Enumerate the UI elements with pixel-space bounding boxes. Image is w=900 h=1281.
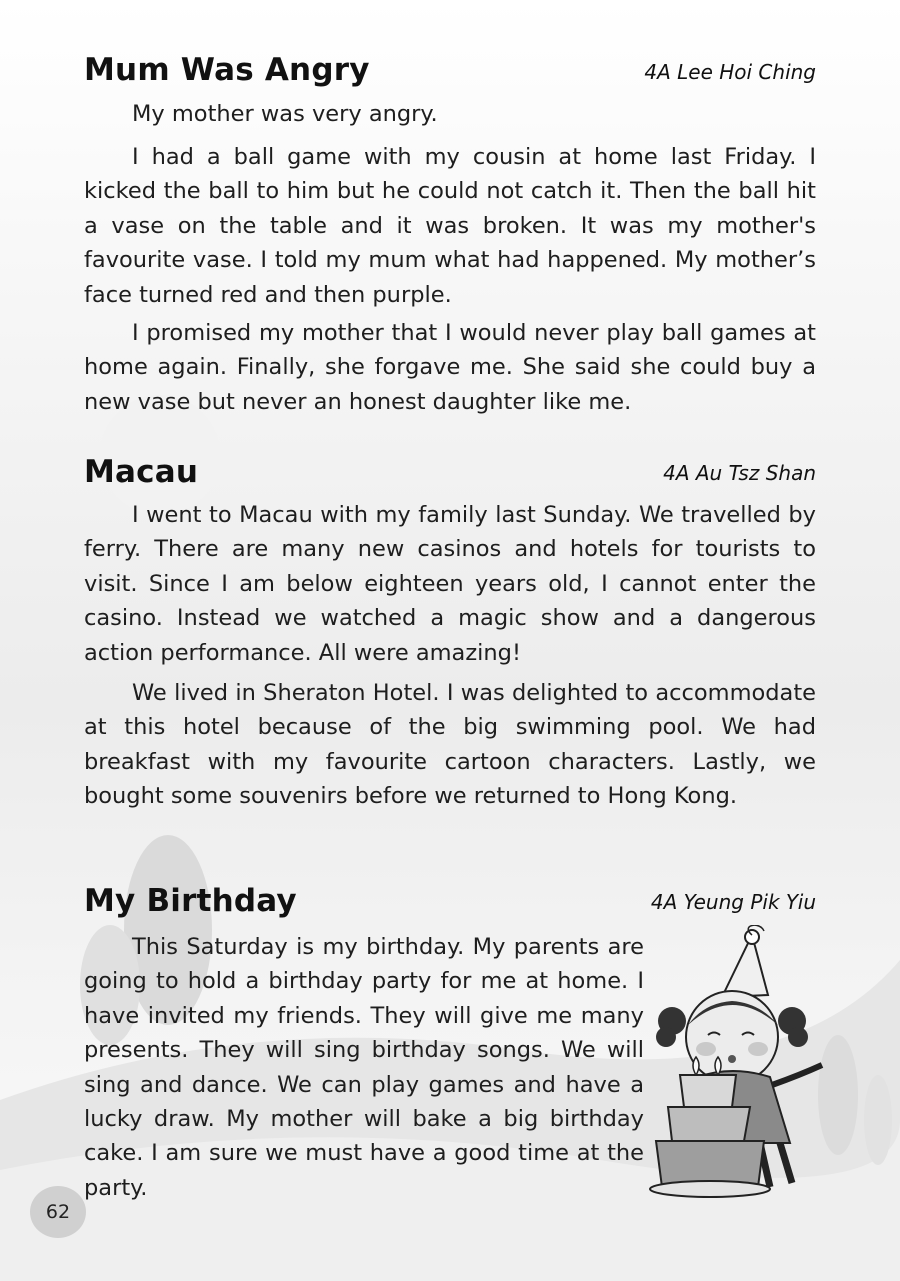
article-author: 4A Yeung Pik Yiu xyxy=(650,890,816,914)
article-paragraph: I promised my mother that I would never play ball games at home again. Finally, she forgave me. She said she could buy a new vase but never an honest daughter like me. xyxy=(84,320,816,415)
candle-flame xyxy=(715,1057,721,1075)
cake-plate xyxy=(650,1181,770,1197)
article-paragraph: I went to Macau with my family last Sunday. We travelled by ferry. There are many new casinos and hotels for tourists to visit. Since I am below eighteen years old, I cannot enter the casino. Instead we watched a magic show and a dangerous action performance. All were amazing! xyxy=(84,502,816,666)
article-paragraph: I had a ball game with my cousin at home last Friday. I kicked the ball to him but he could not catch it. Then the ball hit a vase on the table and it was broken. It was my mother's favourite vase. I told my mum what had happened. My mother’s face turned red and then purple. xyxy=(84,144,816,308)
article-author: 4A Au Tsz Shan xyxy=(663,461,816,485)
cheek xyxy=(748,1042,768,1056)
article-paragraph: This Saturday is my birthday. My parents are going to hold a birthday party for me at home. I have invited my friends. They will give me many presents. They will sing birthday songs. We will sing and dance. We can play games and have a lucky draw. My mother will bake a big birthday cake. I am sure we must have a good time at the party. xyxy=(84,934,644,1201)
pigtail xyxy=(788,1027,808,1047)
cheek xyxy=(696,1042,716,1056)
article-paragraph: We lived in Sheraton Hotel. I was delighted to accommodate at this hotel because of the big swimming pool. We had breakfast with my favourite cartoon characters. Lastly, we bought some souvenirs before we returned to Hong Kong. xyxy=(84,680,816,810)
girl-leg xyxy=(780,1143,792,1183)
mouth xyxy=(728,1055,736,1063)
candle-flame xyxy=(693,1057,699,1075)
article-author: 4A Lee Hoi Ching xyxy=(644,60,816,84)
cake-middle-tier xyxy=(668,1107,750,1141)
party-hat xyxy=(722,935,768,997)
article-paragraph: My mother was very angry. xyxy=(132,101,438,127)
girl-arm xyxy=(772,1065,822,1085)
pigtail xyxy=(656,1027,676,1047)
article-title: Mum Was Angry xyxy=(84,52,370,88)
article-title: Macau xyxy=(84,454,199,490)
page-number: 62 xyxy=(30,1186,86,1238)
article-title: My Birthday xyxy=(84,883,297,919)
tree-shape xyxy=(864,1075,892,1165)
cake-top-tier xyxy=(680,1075,736,1107)
birthday-girl-illustration xyxy=(640,925,840,1205)
hat-pompom xyxy=(745,930,759,944)
